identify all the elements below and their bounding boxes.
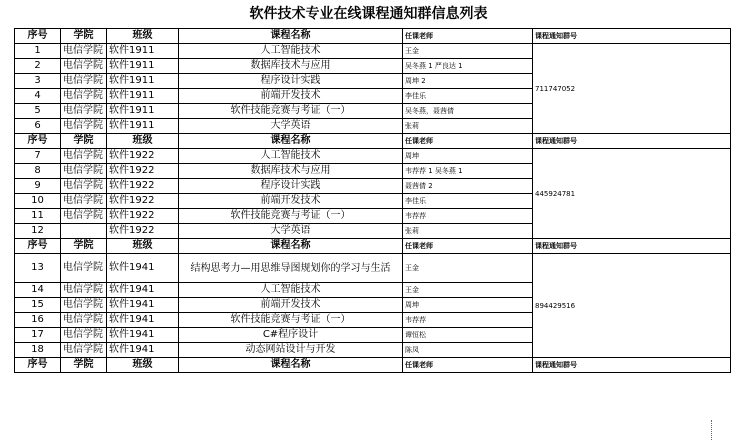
row-course: 人工智能技术 [179, 283, 403, 298]
row-college: 电信学院 [61, 44, 107, 59]
row-course: 大学英语 [179, 224, 403, 239]
row-class: 软件1922 [107, 194, 179, 209]
row-class: 软件1911 [107, 44, 179, 59]
row-college: 电信学院 [61, 209, 107, 224]
row-college: 电信学院 [61, 164, 107, 179]
row-course: 软件技能竞赛与考证（一） [179, 209, 403, 224]
table-row [15, 44, 731, 59]
row-college: 电信学院 [61, 254, 107, 283]
row-seq: 5 [15, 104, 61, 119]
row-course: 大学英语 [179, 119, 403, 134]
row-teacher: 韦荐荐 [403, 209, 533, 224]
row-course: 动态网站设计与开发 [179, 343, 403, 358]
row-college: 电信学院 [61, 283, 107, 298]
row-teacher: 张莉 [403, 224, 533, 239]
row-course: 程序设计实践 [179, 74, 403, 89]
header-college: 学院 [61, 358, 107, 373]
row-college [61, 224, 107, 239]
row-college: 电信学院 [61, 328, 107, 343]
row-course: 前端开发技术 [179, 298, 403, 313]
row-teacher: 李佳乐 [403, 89, 533, 104]
table-row [15, 149, 731, 164]
table-header-row [15, 358, 731, 373]
course-table [14, 28, 731, 373]
row-teacher: 王金 [403, 254, 533, 283]
header-college: 学院 [61, 134, 107, 149]
row-class: 软件1911 [107, 59, 179, 74]
row-class: 软件1911 [107, 74, 179, 89]
row-course: 结构思考力—用思维导图规划你的学习与生活 [179, 254, 403, 283]
row-teacher: 韦荐荐 [403, 313, 533, 328]
header-course: 课程名称 [179, 134, 403, 149]
row-college: 电信学院 [61, 343, 107, 358]
row-seq: 8 [15, 164, 61, 179]
row-class: 软件1941 [107, 343, 179, 358]
row-seq: 11 [15, 209, 61, 224]
row-college: 电信学院 [61, 104, 107, 119]
row-seq: 6 [15, 119, 61, 134]
header-group: 课程通知群号 [533, 239, 731, 254]
row-seq: 14 [15, 283, 61, 298]
row-teacher: 王金 [403, 283, 533, 298]
row-college: 电信学院 [61, 179, 107, 194]
header-seq: 序号 [15, 29, 61, 44]
header-college: 学院 [61, 29, 107, 44]
row-teacher: 周坤 2 [403, 74, 533, 89]
row-teacher: 韦荐荐 1 吴冬燕 1 [403, 164, 533, 179]
header-teacher: 任课老师 [403, 239, 533, 254]
header-group: 课程通知群号 [533, 29, 731, 44]
row-college: 电信学院 [61, 74, 107, 89]
row-course: C#程序设计 [179, 328, 403, 343]
row-class: 软件1941 [107, 254, 179, 283]
row-teacher: 李佳乐 [403, 194, 533, 209]
row-class: 软件1941 [107, 328, 179, 343]
row-seq: 17 [15, 328, 61, 343]
row-teacher: 王金 [403, 44, 533, 59]
row-class: 软件1911 [107, 104, 179, 119]
header-seq: 序号 [15, 239, 61, 254]
header-seq: 序号 [15, 134, 61, 149]
row-college: 电信学院 [61, 149, 107, 164]
row-course: 软件技能竞赛与考证（一） [179, 313, 403, 328]
table-row [15, 254, 731, 283]
row-course: 前端开发技术 [179, 89, 403, 104]
header-college: 学院 [61, 239, 107, 254]
header-class: 班级 [107, 134, 179, 149]
row-course: 软件技能竞赛与考证（一） [179, 104, 403, 119]
row-seq: 4 [15, 89, 61, 104]
row-seq: 7 [15, 149, 61, 164]
header-course: 课程名称 [179, 29, 403, 44]
row-teacher: 张莉 [403, 119, 533, 134]
row-seq: 12 [15, 224, 61, 239]
row-class: 软件1922 [107, 209, 179, 224]
row-seq: 2 [15, 59, 61, 74]
header-class: 班级 [107, 29, 179, 44]
row-seq: 15 [15, 298, 61, 313]
header-teacher: 任课老师 [403, 358, 533, 373]
row-course: 数据库技术与应用 [179, 59, 403, 74]
row-college: 电信学院 [61, 59, 107, 74]
row-class: 软件1911 [107, 119, 179, 134]
header-course: 课程名称 [179, 358, 403, 373]
table-header-row [15, 239, 731, 254]
row-teacher: 周坤 [403, 298, 533, 313]
row-class: 软件1911 [107, 89, 179, 104]
row-course: 人工智能技术 [179, 44, 403, 59]
header-teacher: 任课老师 [403, 29, 533, 44]
row-teacher: 吴冬燕，聂茜倩 [403, 104, 533, 119]
row-college: 电信学院 [61, 298, 107, 313]
page-break-line [711, 420, 712, 440]
header-teacher: 任课老师 [403, 134, 533, 149]
row-seq: 1 [15, 44, 61, 59]
header-group: 课程通知群号 [533, 134, 731, 149]
table-header-row [15, 29, 731, 44]
table-header-row [15, 134, 731, 149]
row-teacher: 谭恒松 [403, 328, 533, 343]
row-group-number: 711747052 [533, 44, 731, 134]
row-class: 软件1922 [107, 164, 179, 179]
row-class: 软件1941 [107, 298, 179, 313]
row-teacher: 聂茜倩 2 [403, 179, 533, 194]
header-class: 班级 [107, 239, 179, 254]
row-seq: 13 [15, 254, 61, 283]
page-title: 软件技术专业在线课程通知群信息列表 [249, 6, 488, 22]
row-seq: 18 [15, 343, 61, 358]
row-seq: 10 [15, 194, 61, 209]
row-class: 软件1941 [107, 313, 179, 328]
row-course: 人工智能技术 [179, 149, 403, 164]
row-college: 电信学院 [61, 89, 107, 104]
row-teacher: 周坤 [403, 149, 533, 164]
row-seq: 16 [15, 313, 61, 328]
row-course: 前端开发技术 [179, 194, 403, 209]
row-teacher: 陈凤 [403, 343, 533, 358]
row-class: 软件1922 [107, 149, 179, 164]
row-course: 程序设计实践 [179, 179, 403, 194]
row-course: 数据库技术与应用 [179, 164, 403, 179]
row-seq: 3 [15, 74, 61, 89]
row-class: 软件1941 [107, 283, 179, 298]
header-group: 课程通知群号 [533, 358, 731, 373]
row-group-number: 894429516 [533, 254, 731, 358]
row-class: 软件1922 [107, 179, 179, 194]
row-group-number: 445924781 [533, 149, 731, 239]
row-teacher: 吴冬燕 1 严良达 1 [403, 59, 533, 74]
row-class: 软件1922 [107, 224, 179, 239]
row-college: 电信学院 [61, 313, 107, 328]
row-college: 电信学院 [61, 119, 107, 134]
header-class: 班级 [107, 358, 179, 373]
row-college: 电信学院 [61, 194, 107, 209]
row-seq: 9 [15, 179, 61, 194]
header-seq: 序号 [15, 358, 61, 373]
header-course: 课程名称 [179, 239, 403, 254]
